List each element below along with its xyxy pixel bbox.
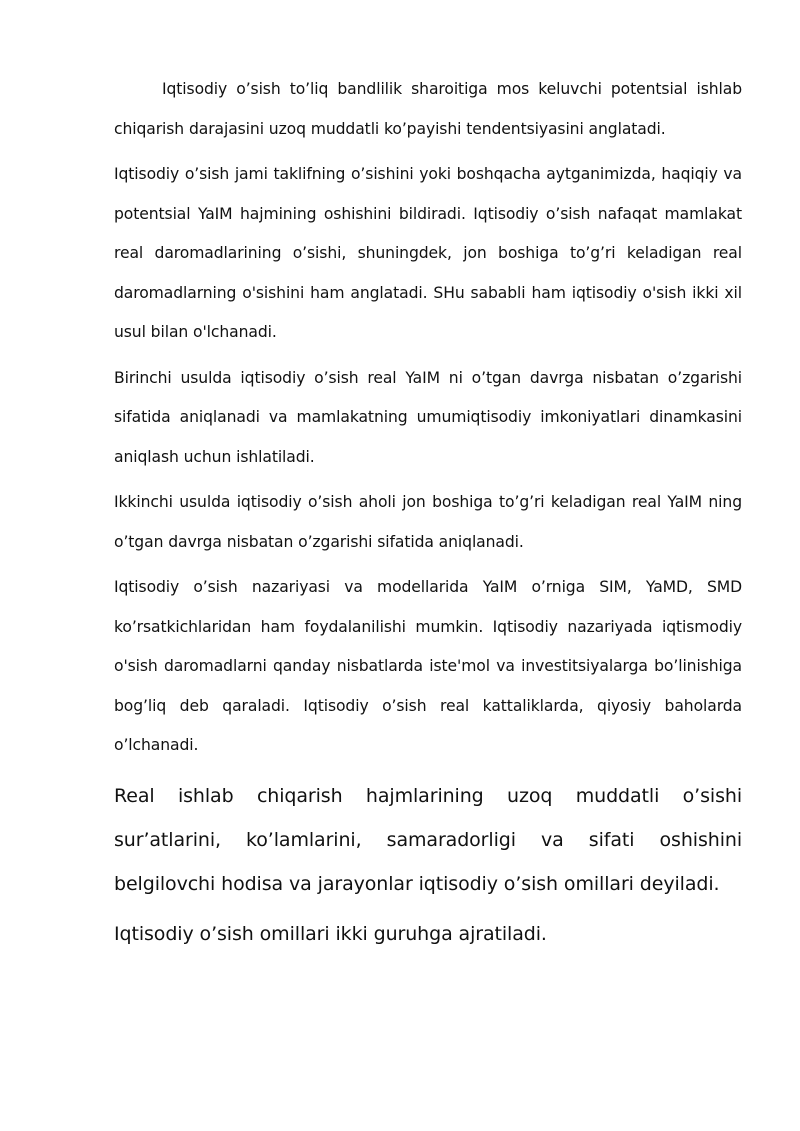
paragraph-second-method: Ikkinchi usulda iqtisodiy o’sish aholi jon boshiga to’g’ri keladigan real YaIM ning o’tgan davrga nisbatan o’zgarishi sifatida aniqlanadi. bbox=[114, 493, 742, 551]
paragraph-growth-factors: Real ishlab chiqarish hajmlarining uzoq muddatli o’sishi sur’atlarini, ko’lamlarini, samaradorligi va sifati oshishini belgilovchi hodisa va jarayonlar iqtisodiy o’sish omillari deyiladi. bbox=[114, 784, 742, 895]
paragraph-first-method: Birinchi usulda iqtisodiy o’sish real YaIM ni o’tgan davrga nisbatan o’zgarishi sifatida aniqlanadi va mamlakatning umumiqtisodiy imkoniyatlari dinamkasini aniqlash uchun ishlatiladi. bbox=[114, 368, 742, 466]
paragraph-definition: Iqtisodiy o’sish to’liq bandlilik sharoitiga mos keluvchi potentsial ishlab chiqarish darajasini uzoq muddatli ko’payishi tendentsiyasini anglatadi. bbox=[114, 80, 742, 138]
paragraph-supply-growth: Iqtisodiy o’sish jami taklifning o’sishini yoki boshqacha aytganimizda, haqiqiy va potentsial YaIM hajmining oshishini bildiradi. Iqtisodiy o’sish nafaqat mamlakat real daromadlarining o’sishi, shuningdek, jon boshiga to’g’ri keladigan real daromadlarning o'sishini ham anglatadi. SHu sababli ham iqtisodiy o'sish ikki xil usul bilan o'lchanadi. bbox=[114, 165, 742, 341]
paragraph-factor-groups: Iqtisodiy o’sish omillari ikki guruhga ajratiladi. bbox=[114, 922, 547, 945]
document-page bbox=[114, 70, 742, 956]
paragraph-theory-models: Iqtisodiy o’sish nazariyasi va modellarida YaIM o’rniga SIM, YaMD, SMD ko’rsatkichlaridan ham foydalanilishi mumkin. Iqtisodiy nazariyada iqtismodiy o'sish daromadlarni qanday nisbatlarda iste'mol va investitsiyalarga bo’linishiga bog’liq deb qaraladi. Iqtisodiy o’sish real kattaliklarda, qiyosiy baholarda o’lchanadi. bbox=[114, 578, 742, 754]
